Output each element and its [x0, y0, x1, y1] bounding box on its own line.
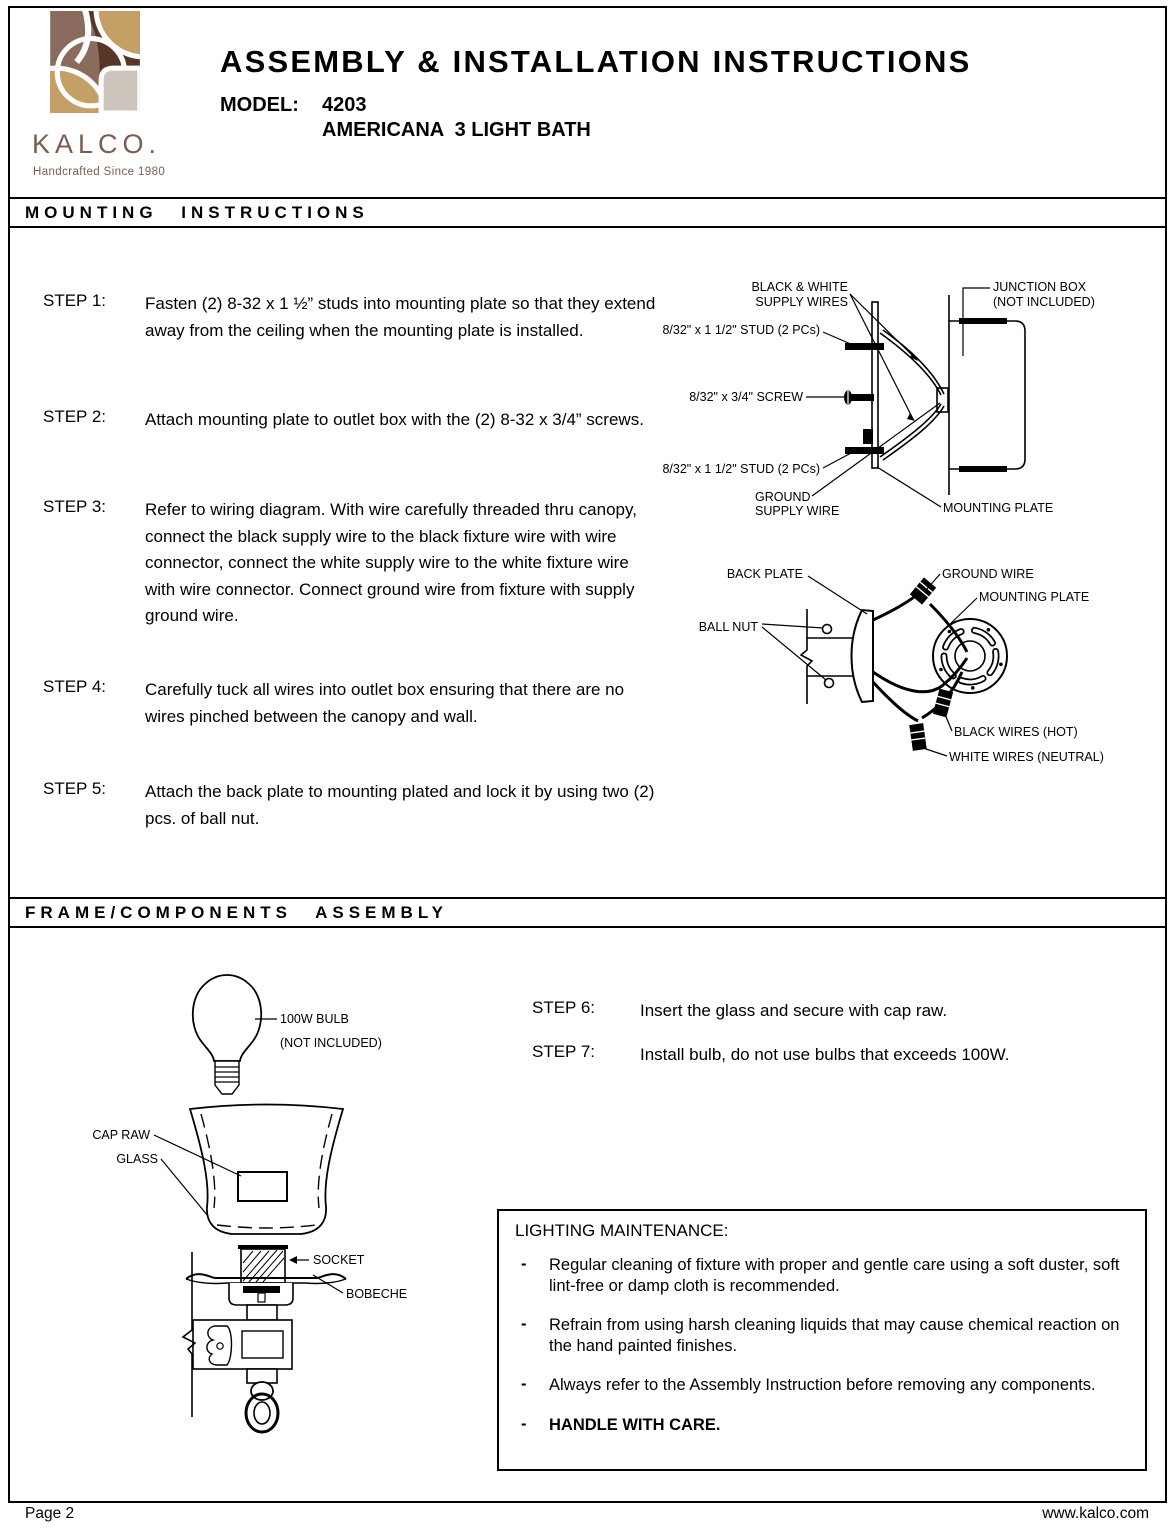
label-junction-box-2: (NOT INCLUDED)	[993, 295, 1095, 309]
dash-bullet: -	[521, 1315, 527, 1333]
kalco-logo	[50, 11, 140, 113]
label-ball-nut: BALL NUT	[698, 620, 758, 634]
label-supply-wires-1: BLACK & WHITE	[751, 280, 848, 294]
maintenance-text: Always refer to the Assembly Instruction before removing any components.	[549, 1376, 1096, 1394]
step-label: STEP 3:	[43, 497, 106, 516]
section-title-mounting: MOUNTING INSTRUCTIONS	[10, 197, 1165, 228]
step-text: Insert the glass and secure with cap raw.	[640, 1001, 948, 1020]
step-label: STEP 7:	[532, 1042, 595, 1061]
step-text: Attach mounting plate to outlet box with the (2) 8-32 x 3/4” screws.	[145, 410, 644, 429]
page-number: Page 2	[25, 1505, 75, 1522]
label-black-wires: BLACK WIRES (HOT)	[954, 725, 1078, 739]
step-text: Carefully tuck all wires into outlet box ensuring that there are no wires pinched between the canopy and wall.	[145, 680, 625, 726]
instruction-sheet	[8, 6, 1167, 1503]
label-bobeche: BOBECHE	[346, 1287, 408, 1301]
step-text: Install bulb, do not use bulbs that exceeds 100W.	[640, 1045, 1010, 1064]
lighting-maintenance-box	[497, 1209, 1147, 1471]
brand-tagline: Handcrafted Since 1980	[33, 166, 166, 178]
label-mounting-plate: MOUNTING PLATE	[943, 501, 1054, 515]
step-label: STEP 6:	[532, 998, 595, 1017]
website-url: www.kalco.com	[1042, 1505, 1149, 1522]
dash-bullet: -	[521, 1255, 527, 1273]
label-stud-bottom: 8/32" x 1 1/2" STUD (2 PCs)	[662, 462, 820, 476]
label-ground-2: SUPPLY WIRE	[755, 504, 840, 518]
step-label: STEP 4:	[43, 677, 106, 696]
model-name: AMERICANA 3 LIGHT BATH	[322, 119, 591, 141]
step-text: Refer to wiring diagram. With wire carefully threaded thru canopy, connect the black supply wire to the black fixture wire with wire connector, connect the white supply wire to the white fixture wire with wire connector. Connect ground wire from fixture with supply ground wire.	[145, 500, 637, 625]
model-number: 4203	[322, 94, 367, 116]
label-stud-top: 8/32" x 1 1/2" STUD (2 PCs)	[662, 323, 820, 337]
label-ground-wire: GROUND WIRE	[942, 567, 1034, 581]
step-label: STEP 5:	[43, 779, 106, 798]
maintenance-title: LIGHTING MAINTENANCE:	[515, 1221, 729, 1240]
dash-bullet: -	[521, 1375, 527, 1393]
label-white-wires: WHITE WIRES (NEUTRAL)	[949, 750, 1104, 764]
label-back-plate: BACK PLATE	[726, 567, 803, 581]
label-supply-wires-2: SUPPLY WIRES	[755, 295, 848, 309]
label-bulb-1: 100W BULB	[280, 1012, 349, 1026]
label-screw: 8/32" x 3/4" SCREW	[689, 390, 803, 404]
step-label: STEP 2:	[43, 407, 106, 426]
label-ground-1: GROUND	[755, 490, 811, 504]
brand-wordmark: KALCO.	[32, 129, 162, 159]
label-glass: GLASS	[116, 1152, 158, 1166]
label-mounting-plate-2: MOUNTING PLATE	[979, 590, 1090, 604]
mounting-plate-wiring-diagram	[660, 261, 1165, 543]
maintenance-text: Refrain from using harsh cleaning liquids that may cause chemical reaction on the hand painted finishes.	[549, 1316, 1120, 1355]
step-text: Attach the back plate to mounting plated and lock it by using two (2) pcs. of ball nut.	[145, 782, 655, 828]
label-junction-box-1: JUNCTION BOX	[993, 280, 1087, 294]
section-title-frame: FRAME/COMPONENTS ASSEMBLY	[10, 897, 1165, 928]
step-text: Fasten (2) 8-32 x 1 ½” studs into mounting plate so that they extend away from the ceiling when the mounting plate is installed.	[145, 294, 656, 340]
label-bulb-2: (NOT INCLUDED)	[280, 1036, 382, 1050]
step-label: STEP 1:	[43, 291, 106, 310]
dash-bullet: -	[521, 1415, 527, 1433]
maintenance-text: HANDLE WITH CARE.	[549, 1416, 721, 1434]
maintenance-text: Regular cleaning of fixture with proper and gentle care using a soft duster, soft lint-free or damp cloth is recommended.	[549, 1256, 1120, 1295]
label-socket: SOCKET	[313, 1253, 365, 1267]
model-label: MODEL:	[220, 94, 299, 116]
label-cap-raw: CAP RAW	[92, 1128, 150, 1142]
back-plate-wiring-diagram	[690, 554, 1170, 784]
page-title: ASSEMBLY & INSTALLATION INSTRUCTIONS	[220, 44, 972, 79]
fixture-assembly-diagram	[55, 957, 515, 1487]
